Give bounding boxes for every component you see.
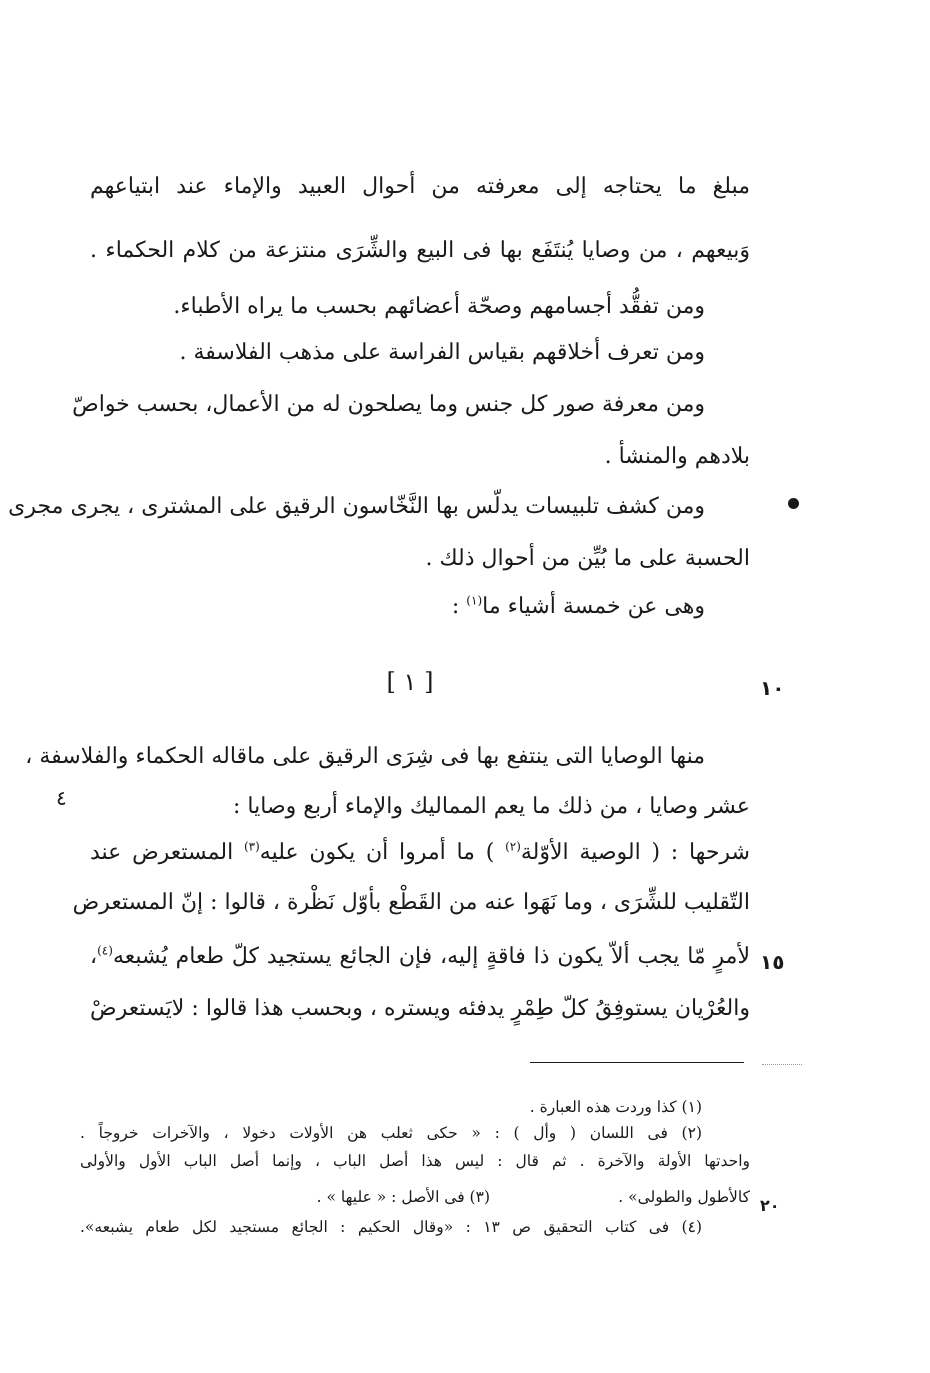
text-line-2: وَبيعهم ، من وصايا يُنتَفَع بها فى البيع والشِّرَى منتزعة من كلام الحكماء . <box>90 238 750 263</box>
text-line-14 <box>90 940 750 974</box>
margin-bullet <box>788 498 799 509</box>
text-line-14-b: ، <box>90 944 98 969</box>
text-line-12-c: المستعرض عند <box>90 840 244 865</box>
text-line-7: ومن كشف تلبيسات يدلّس بها النَّخّاسون الرقيق على المشترى ، يجرى مجرى <box>8 494 705 519</box>
footnote-ref-1: (١) <box>466 593 483 608</box>
section-number: [ ١ ] <box>386 668 434 696</box>
footnote-ref-3: (٣) <box>243 839 260 854</box>
text-line-1: مبلغ ما يحتاجه إلى معرفته من أحوال العبيد والإماء عند ابتياعهم <box>90 174 750 199</box>
text-line-6: بلادهم والمنشأ . <box>604 444 750 469</box>
margin-mark-4: ٤ <box>56 786 67 810</box>
footnote-1: (١) كذا وردت هذه العبارة . <box>529 1098 702 1116</box>
text-line-13: التّقليب للشِّرَى ، وما نَهَوا عنه من القَطْع بأوّل نَظْرة ، قالوا : إنّ المستعرض <box>72 890 750 915</box>
footnote-ref-4: (٤) <box>97 943 113 958</box>
text-line-9 <box>90 590 705 624</box>
text-line-12-b: ) ما أمروا أن يكون عليه <box>259 840 506 865</box>
text-line-9-main: وهى عن خمسة أشياء ما <box>482 594 705 619</box>
footnote-2-cont: واحدتها الأولة والآخرة . ثم قال : ليس هذا أصل الباب ، وإنما أصل الباب الأول والأولى <box>80 1152 750 1170</box>
footnote-4: (٤) فى كتاب التحقيق ص ١٣ : «وقال الحكيم : الجائع مستجيد لكل طعام يشبعه». <box>80 1218 702 1236</box>
text-line-4: ومن تعرف أخلاقهم بقياس الفراسة على مذهب الفلاسفة . <box>179 340 705 365</box>
text-line-15: والعُرْيان يستوفِقُ كلّ طِمْرٍ يدفئه ويستره ، وبحسب هذا قالوا : لايَستعرضْ <box>90 996 750 1021</box>
footnote-separator <box>530 1062 744 1063</box>
text-line-12-a: شرحها : ( الوصية الأوّلة <box>520 840 750 865</box>
line-number-20: ٢٠ <box>760 1196 780 1215</box>
text-line-11: عشر وصايا ، من ذلك ما يعم المماليك والإماء أربع وصايا : <box>233 794 750 819</box>
text-line-5: ومن معرفة صور كل جنس وما يصلحون له من الأعمال، بحسب خواصّ <box>72 392 705 417</box>
line-number-10: ١٠ <box>760 676 785 700</box>
footnote-separator-faint <box>762 1064 802 1065</box>
footnote-2-end: كالأطول والطولى» . <box>618 1188 750 1206</box>
footnote-2: (٢) فى اللسان ( وأل ) : « حكى ثعلب هن الأولات دخولا ، والآخرات خروجاً . <box>80 1124 702 1142</box>
text-line-10: منها الوصايا التى ينتفع بها فى شِرَى الرقيق على ماقاله الحكماء والفلاسفة ، <box>25 744 705 769</box>
text-line-12 <box>90 836 750 870</box>
footnote-3: (٣) فى الأصل : « عليها » . <box>316 1188 490 1206</box>
footnote-ref-2: (٢) <box>505 839 521 854</box>
text-line-8: الحسبة على ما بُيِّن من أحوال ذلك . <box>425 546 750 571</box>
text-line-14-a: لأمرٍ مّا يجب ألاّ يكون ذا فاقةٍ إليه، فإن الجائع يستجيد كلّ طعام يُشبعه <box>112 944 750 969</box>
line-number-15: ١٥ <box>760 950 785 974</box>
text-line-3: ومن تفقُّد أجسامهم وصحّة أعضائهم بحسب ما يراه الأطباء. <box>173 294 705 319</box>
text-line-9-end: : <box>451 594 467 619</box>
